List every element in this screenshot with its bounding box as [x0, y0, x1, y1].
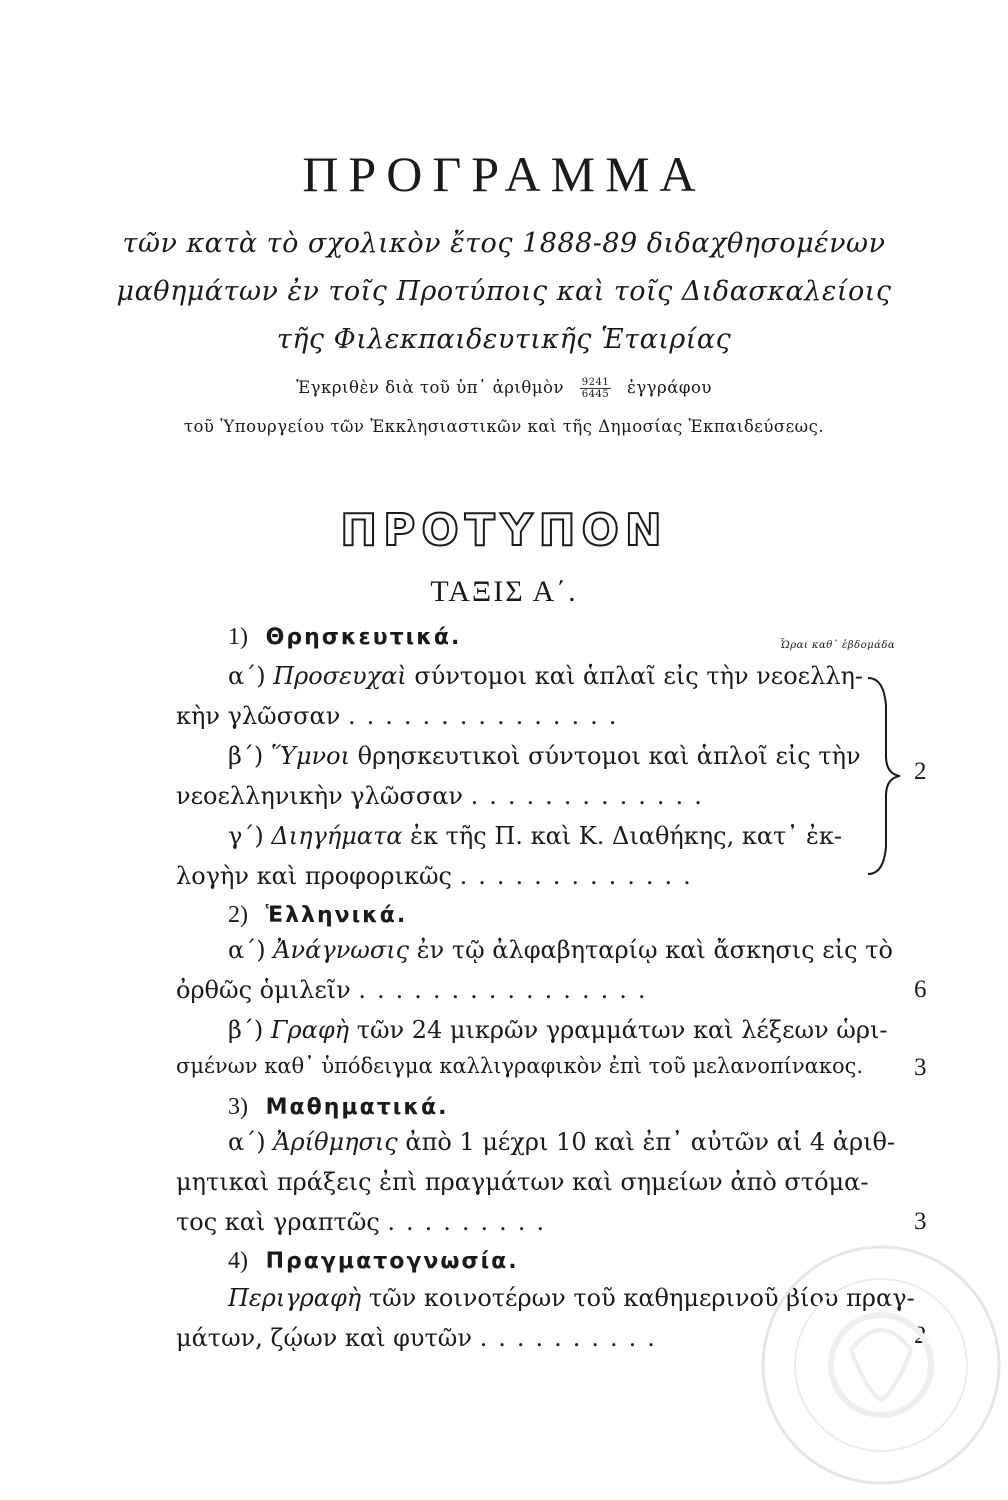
subject-number: 1) — [228, 624, 248, 650]
item-marker: α΄) — [228, 936, 266, 964]
approval-line-1 — [0, 377, 1008, 400]
fraction-denominator: 6445 — [581, 389, 610, 400]
item-text: μάτων, ζῴων καὶ φυτῶν — [176, 1324, 472, 1352]
leader-dots: ............... — [347, 702, 628, 730]
subject-3-item-a-line-3 — [176, 1208, 816, 1236]
subject-1-item-c-line-2 — [176, 862, 816, 890]
item-text: ἀπὸ 1 μέχρι 10 καὶ ἐπ᾽ αὐτῶν αἱ 4 ἀριθ- — [405, 1128, 896, 1156]
item-text: σύντομοι καὶ ἁπλαῖ εἰς τὴν νεοελλη- — [414, 662, 864, 690]
item-title: Προσευχαὶ — [273, 662, 407, 690]
item-title: Περιγραφὴ — [228, 1284, 362, 1312]
subject-3-hours: 3 — [914, 1208, 927, 1235]
subject-3-item-a-line-1 — [228, 1128, 896, 1156]
subject-2-item-b-hours: 3 — [914, 1054, 927, 1081]
subject-2-item-b-line-1 — [228, 1016, 888, 1044]
approval-text-end: ἐγγράφου — [626, 378, 712, 397]
subject-4-item-line-2 — [176, 1324, 816, 1352]
subject-2-item-a-hours: 6 — [914, 976, 927, 1003]
subject-name: Πραγματογνωσία. — [265, 1249, 519, 1274]
subject-heading-2 — [228, 900, 868, 929]
subject-name: Μαθηματικά. — [265, 1095, 449, 1120]
item-title: Διηγήματα — [271, 822, 403, 850]
item-text: ἐκ τῆς Π. καὶ Κ. Διαθήκης, κατ᾽ ἐκ- — [410, 822, 842, 850]
fraction-numerator: 9241 — [581, 377, 610, 388]
leader-dots: .......... — [479, 1324, 666, 1352]
subject-4-hours: 2 — [914, 1322, 927, 1349]
item-text: ἐν τῷ ἀλφαβηταρίῳ καὶ ἄσκησις εἰς τὸ — [416, 936, 893, 964]
item-marker: γ΄) — [228, 822, 264, 850]
item-text: τῶν κοινοτέρων τοῦ καθημερινοῦ βίου πραγ- — [368, 1284, 915, 1312]
approval-text-start: Ἐγκριθὲν διὰ τοῦ ὑπ᾽ ἀριθμὸν — [296, 378, 565, 397]
subtitle-line-2: μαθημάτων ἐν τοῖς Προτύποις καὶ τοῖς Διδασκαλείοις — [116, 276, 892, 307]
item-marker: β΄) — [228, 742, 264, 770]
subject-heading-1 — [228, 622, 868, 651]
subject-heading-3 — [228, 1092, 868, 1121]
item-text: θρησκευτικοὶ σύντομοι καὶ ἁπλοῖ εἰς τὴν — [357, 742, 861, 770]
subject-1-hours: 2 — [914, 758, 927, 785]
subject-1-item-b-line-1 — [228, 742, 868, 770]
document-title: ΠΡΟΓΡΑΜΜΑ — [302, 146, 706, 202]
subject-2-item-a-line-2 — [176, 976, 816, 1004]
library-stamp-icon — [756, 1240, 1006, 1490]
subject-name: Ἑλληνικά. — [265, 903, 408, 928]
subject-name: Θρησκευτικά. — [265, 625, 462, 650]
leader-dots: ................ — [358, 976, 657, 1004]
school-heading: ΠΡΟΤΥΠΟΝ — [340, 505, 668, 556]
item-title: Ὕμνοι — [270, 742, 350, 770]
subject-number: 4) — [228, 1248, 248, 1274]
subtitle-line-3: τῆς Φιλεκπαιδευτικῆς Ἑταιρίας — [276, 324, 732, 355]
hours-per-week-label: Ὧραι καθ᾽ ἑβδομάδα — [780, 640, 896, 651]
item-marker: β΄) — [228, 1016, 264, 1044]
item-text: νεοελληνικὴν γλῶσσαν — [176, 782, 463, 810]
item-marker: α΄) — [228, 662, 266, 690]
subject-2-item-b-line-2 — [176, 1054, 864, 1078]
subject-number: 2) — [228, 902, 248, 928]
item-title: Ἀρίθμησις — [273, 1128, 398, 1156]
right-brace-icon — [864, 676, 904, 876]
subject-1-item-a-line-1 — [228, 662, 868, 690]
item-text: λογὴν καὶ προφορικῶς — [176, 862, 452, 890]
subject-number: 3) — [228, 1094, 248, 1120]
item-text: τος καὶ γραπτῶς — [176, 1208, 380, 1236]
item-marker: α΄) — [228, 1128, 266, 1156]
item-text: ὀρθῶς ὁμιλεῖν — [176, 976, 351, 1004]
subtitle-line-1: τῶν κατὰ τὸ σχολικὸν ἔτος 1888-89 διδαχθησομένων — [122, 228, 886, 259]
leader-dots: ............. — [470, 782, 713, 810]
item-title: Γραφὴ — [270, 1016, 350, 1044]
subject-1-item-a-line-2 — [176, 702, 816, 730]
class-heading: ΤΑΞΙΣ Α΄. — [430, 575, 578, 608]
leader-dots: ............. — [459, 862, 702, 890]
item-text: κὴν γλῶσσαν — [176, 702, 341, 730]
item-text: τῶν 24 μικρῶν γραμμάτων καὶ λέξεων ὡρι- — [356, 1016, 888, 1044]
subject-3-item-a-line-2 — [176, 1168, 869, 1196]
approval-line-2: τοῦ Ὑπουργείου τῶν Ἐκκλησιαστικῶν καὶ τῆς Δημοσίας Ἐκπαιδεύσεως. — [183, 417, 825, 436]
item-text: μητικαὶ πράξεις ἐπὶ πραγμάτων καὶ σημείων ἀπὸ στόμα- — [176, 1168, 869, 1196]
subject-1-item-c-line-1 — [228, 822, 868, 850]
item-text: σμένων καθ᾽ ὑπόδειγμα καλλιγραφικὸν ἐπὶ τοῦ μελανοπίνακος. — [176, 1054, 864, 1078]
subject-1-item-b-line-2 — [176, 782, 816, 810]
subject-2-item-a-line-1 — [228, 936, 893, 964]
item-title: Ἀνάγνωσις — [273, 936, 410, 964]
leader-dots: ......... — [387, 1208, 556, 1236]
document-number-fraction — [580, 377, 611, 400]
